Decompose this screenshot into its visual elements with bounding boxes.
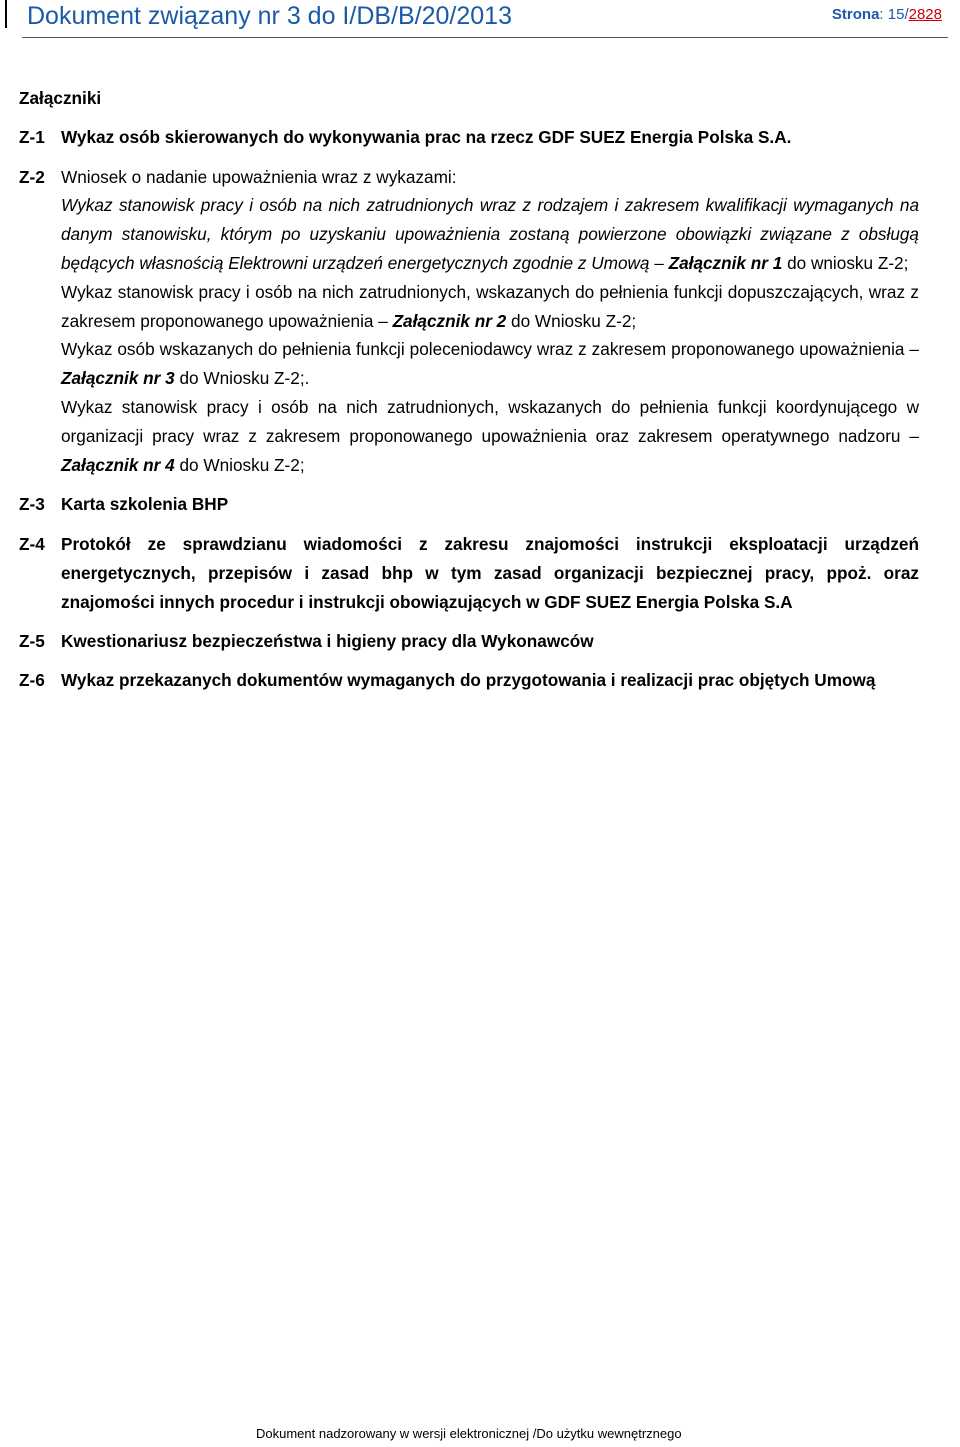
item-text: Wykaz osób skierowanych do wykonywania prac na rzecz GDF SUEZ Energia Polska S.A. [61, 126, 792, 147]
document-title: Dokument związany nr 3 do I/DB/B/20/2013 [27, 2, 512, 30]
sub-item-text: Wykaz stanowisk pracy i osób na nich zatrudnionych, wskazanych do pełnienia funkcji dopuszczających, wraz z zakresem proponowanego upoważnienia – [61, 281, 919, 331]
sub-item-attachment-1 [61, 191, 919, 277]
page-indicator [832, 6, 942, 23]
item-number: Z-5 [19, 630, 45, 651]
sub-item-text: Wykaz osób wskazanych do pełnienia funkcji poleceniodawcy wraz z zakresem proponowanego upoważnienia – [61, 339, 919, 360]
list-item-z3 [19, 490, 919, 519]
item-text: Protokół ze sprawdzianu wiadomości z zakresu znajomości instrukcji eksploatacji urządzeń energetycznych, przepisów i zasad bhp w tym zasad organizacji bezpiecznej pracy, ppoż. oraz znajomości innych procedur i instrukcji obowiązujących w GDF SUEZ Energia Polska S.A [61, 534, 919, 612]
item-number: Z-4 [19, 534, 45, 555]
page-total: 2828 [908, 6, 942, 23]
item-text: Karta szkolenia BHP [61, 494, 229, 515]
sub-item-tail: do wniosku Z-2; [782, 252, 909, 273]
item-number: Z-6 [19, 670, 45, 691]
attachment-ref: Załącznik nr 2 [392, 310, 507, 331]
list-item-z5 [19, 627, 919, 656]
sub-item-attachment-4 [61, 393, 919, 479]
sub-item-tail: do Wniosku Z-2;. [174, 368, 310, 389]
item-number: Z-1 [19, 126, 45, 147]
sub-item-tail: do Wniosku Z-2; [174, 454, 305, 475]
item-title: Wniosek o nadanie upoważnienia wraz z wykazami: [61, 166, 457, 187]
item-number: Z-2 [19, 166, 45, 187]
page-current: 15 [887, 6, 905, 23]
document-body [19, 84, 919, 695]
list-item-z4 [19, 530, 919, 616]
list-item-z6 [19, 666, 919, 695]
item-text: Wykaz przekazanych dokumentów wymaganych do przygotowania i realizacji prac objętych Umową [61, 670, 876, 691]
item-text: Kwestionariusz bezpieczeństwa i higieny pracy dla Wykonawców [61, 630, 594, 651]
item-number: Z-3 [19, 494, 45, 515]
sub-item-attachment-3 [61, 335, 919, 393]
sub-item-text: Wykaz stanowisk pracy i osób na nich zatrudnionych, wskazanych do pełnienia funkcji koordynującego w organizacji pracy wraz z zakresem proponowanego upoważnienia oraz zakresem operatywnego nadzoru – [61, 396, 919, 446]
list-item-z1 [19, 123, 919, 152]
header-left-rule [5, 0, 7, 28]
attachment-ref: Załącznik nr 1 [668, 252, 783, 273]
header-rule [22, 37, 948, 38]
page-label: Strona [831, 6, 880, 23]
sub-item-tail: do Wniosku Z-2; [506, 310, 637, 331]
attachment-ref: Załącznik nr 4 [61, 454, 175, 475]
page-colon: : [879, 6, 884, 23]
page-separator: / [904, 6, 909, 23]
page-footer: Dokument nadzorowany w wersji elektronicznej /Do użytku wewnętrznego [256, 1426, 682, 1441]
list-item-z2 [19, 163, 919, 480]
attachment-ref: Załącznik nr 3 [61, 368, 175, 389]
section-heading: Załączniki [19, 88, 102, 108]
sub-item-text: Wykaz stanowisk pracy i osób na nich zatrudnionych wraz z rodzajem i zakresem kwalifikacji wymaganych na danym stanowisku, którym po uzyskaniu upoważnienia zostaną powierzone obowiązki związane z obsługą będących własnością Elektrowni urządzeń energetycznych zgodnie z Umową – [61, 195, 919, 273]
sub-item-attachment-2 [61, 278, 919, 336]
page-header [0, 0, 960, 40]
